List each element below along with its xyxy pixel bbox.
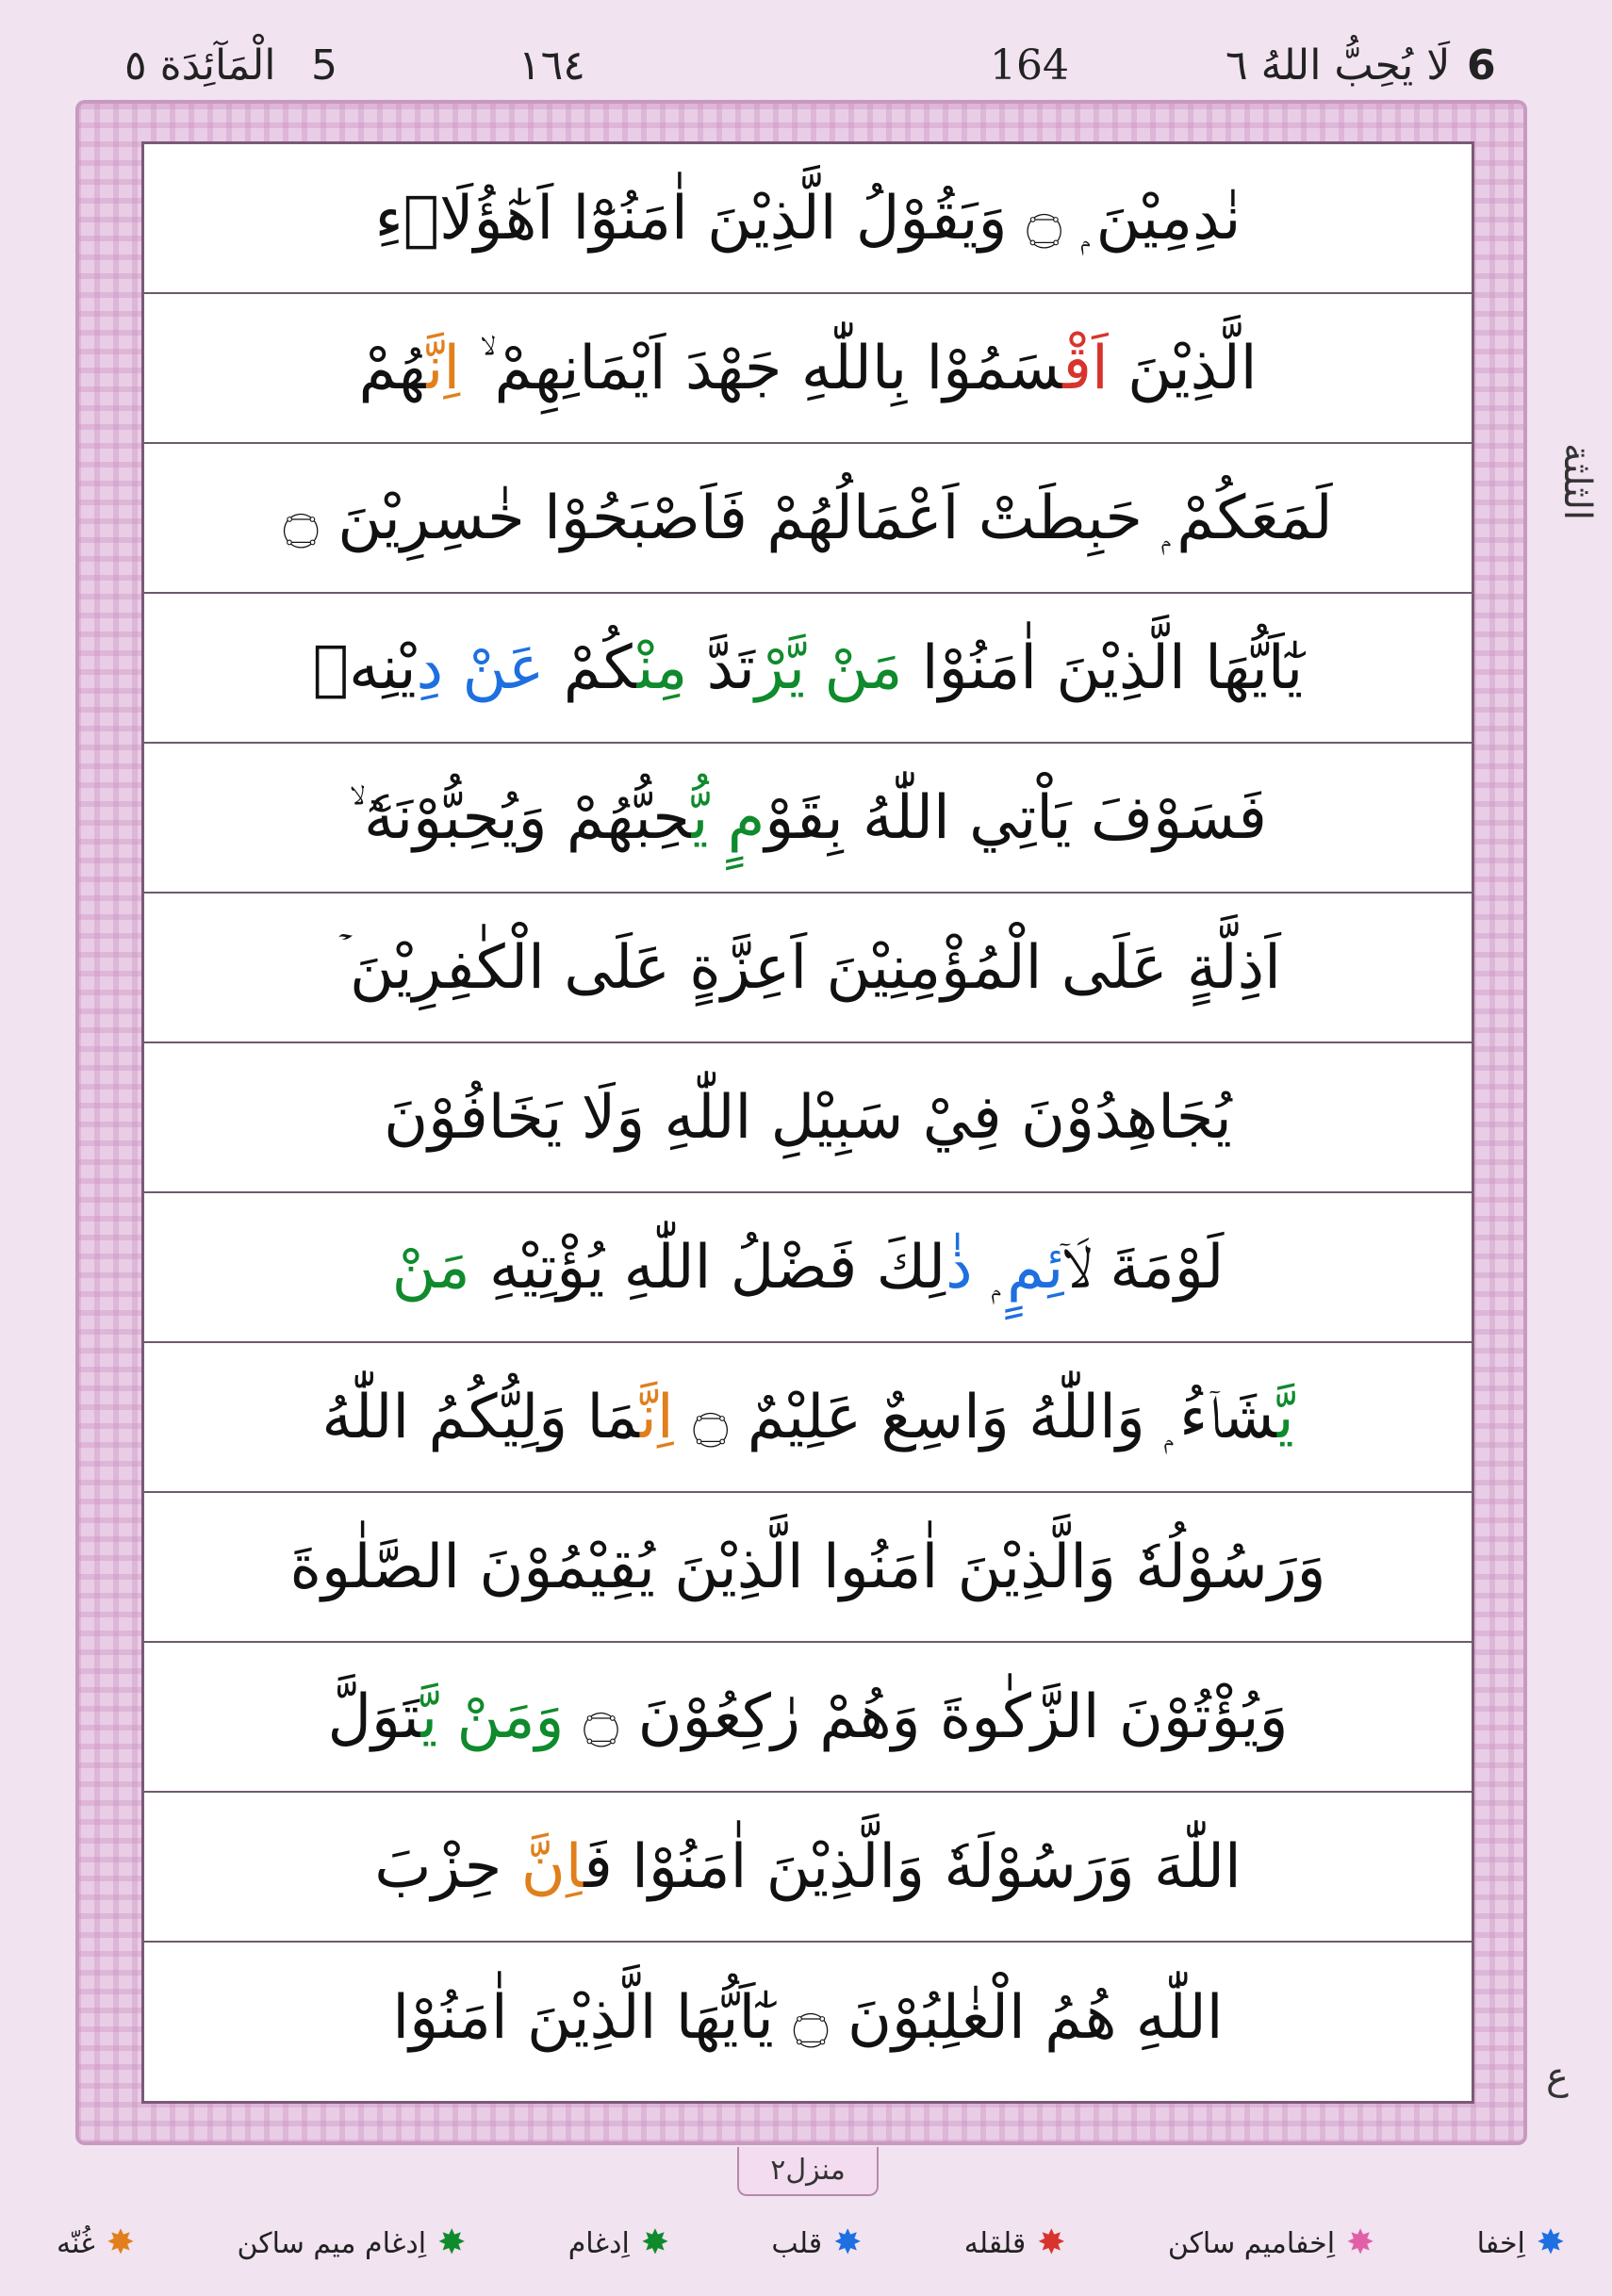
verse-segment: ئِمٍ [1006, 1232, 1064, 1303]
star-icon: ✸ [640, 2223, 669, 2262]
surah-number: 5 [311, 41, 337, 90]
verse-segment: مِنْ [636, 632, 688, 703]
verse-segment: وَرَسُوْلُهٗ وَالَّذِيْنَ اٰمَنُوا الَّذِيْنَ يُقِيْمُوْنَ الصَّلٰوةَ [289, 1532, 1326, 1602]
verse-segment: مَنْ [391, 1232, 470, 1303]
legend-item [57, 2223, 136, 2262]
page-number-arabic: ١٦٤ [518, 41, 585, 90]
verse-line-text [392, 1980, 1223, 2056]
verse-segment: لَمَعَكُمْ ۭ حَبِطَتْ اَعْمَالُهُمْ فَاَصْبَحُوْا خٰسِرِيْنَ ۝ [283, 483, 1333, 553]
tajweed-legend [57, 2215, 1565, 2271]
verse-segment: يَّ [1276, 1382, 1294, 1452]
legend-item [237, 2223, 467, 2262]
verse-segment: اللّٰهِ هُمُ الْغٰلِبُوْنَ ۝ يٰٓاَيُّهَا الَّذِيْنَ اٰمَنُوْا [392, 1982, 1224, 2053]
verse-segment: هُمْ [358, 333, 427, 403]
verse-line [144, 744, 1472, 894]
star-icon: ✸ [1536, 2223, 1565, 2262]
verse-line-text [289, 1530, 1325, 1605]
verse-line [144, 1943, 1472, 2092]
verse-segment: سَمُوْا بِاللّٰهِ جَهْدَ اَيْمَانِهِمْ ۙ [460, 333, 1063, 403]
verse-segment: تَوَلَّ [327, 1681, 421, 1752]
surah-name: الْمَآئِدَة ٥ [124, 41, 276, 90]
verse-line-text [358, 331, 1257, 406]
verse-segment: عَنْ دِ [416, 632, 545, 703]
verse-line-text [313, 631, 1303, 706]
verse-segment: وَمَنْ يَّ [420, 1681, 565, 1752]
verse-segment: شَاۤءُ ۭ وَاللّٰهُ وَاسِعٌ عَلِيْمٌ ۝ [673, 1382, 1277, 1452]
verse-segment: فَسَوْفَ يَاْتِي اللّٰهُ بِقَوْ [765, 782, 1267, 853]
verse-line-text [327, 1680, 1288, 1755]
verse-line [144, 1493, 1472, 1643]
verse-line [144, 1643, 1472, 1793]
verse-segment: الَّذِيْنَ [1108, 333, 1258, 403]
para-number: 6 [1467, 41, 1496, 90]
verse-segment: يْنِهٖ [312, 632, 417, 703]
page-header [0, 0, 1612, 104]
verse-line-text [283, 481, 1332, 556]
verse-line-text [349, 780, 1267, 856]
legend-label: غُنّه [57, 2226, 95, 2260]
verse-line [144, 594, 1472, 744]
verse-segment: وَيُؤْتُوْنَ الزَّكٰوةَ وَهُمْ رٰكِعُوْنَ ۝ [564, 1681, 1289, 1752]
verse-segment: مٍ يُّ [691, 782, 765, 853]
verse-line [144, 144, 1472, 294]
verse-line [144, 294, 1472, 444]
verse-segment: ذٰ [946, 1232, 973, 1303]
verse-segment: اَقْ [1062, 333, 1109, 403]
verse-line-text [392, 1230, 1225, 1305]
verse-segment: حِزْبَ [374, 1831, 521, 1902]
verse-segment: ۭ [972, 1232, 1007, 1303]
verse-segment: كُمْ [544, 632, 637, 703]
star-icon: ✸ [106, 2223, 136, 2262]
verse-line-text [374, 1829, 1242, 1905]
verse-segment: لِكَ فَضْلُ اللّٰهِ يُؤْتِيْهِ [469, 1232, 946, 1303]
page-number: 164 [990, 41, 1069, 90]
side-section-label: الثلثة [1555, 443, 1599, 521]
ruku-mark: ع [1546, 2055, 1569, 2098]
star-icon: ✸ [1346, 2223, 1375, 2262]
verse-line-text [335, 930, 1281, 1006]
star-icon: ✸ [1037, 2223, 1066, 2262]
legend-label: قلقله [963, 2226, 1027, 2260]
verse-segment: اِنَّ [426, 333, 461, 403]
legend-label: اِدغام [567, 2226, 630, 2260]
legend-label: اِخفا [1476, 2226, 1525, 2260]
verse-line [144, 894, 1472, 1043]
verse-segment: يُجَاهِدُوْنَ فِيْ سَبِيْلِ اللّٰهِ وَلَا يَخَافُوْنَ [384, 1082, 1232, 1153]
star-icon: ✸ [437, 2223, 467, 2262]
verse-segment: اِنَّ [640, 1382, 674, 1452]
verse-segment: اِنَّ [520, 1831, 584, 1902]
verse-segment: نٰدِمِيْنَ ۭ ۝ وَيَقُوْلُ الَّذِيْنَ اٰمَنُوْٓا اَهٰٓؤُلَاۤءِ [374, 183, 1242, 254]
legend-item [771, 2223, 863, 2262]
star-icon: ✸ [833, 2223, 863, 2262]
legend-item [963, 2223, 1066, 2262]
legend-label: اِخفامیم ساکن [1167, 2226, 1336, 2260]
verse-line [144, 1193, 1472, 1343]
verse-segment: اَذِلَّةٍ عَلَى الْمُؤْمِنِيْنَ اَعِزَّةٍ عَلَى الْكٰفِرِيْنَ ۡ [335, 932, 1281, 1003]
verse-segment: حِبُّهُمْ وَيُحِبُّوْنَهٗٓ ۙ [349, 782, 692, 853]
verse-segment: اللّٰهَ وَرَسُوْلَهٗ وَالَّذِيْنَ اٰمَنُوْا فَ [584, 1831, 1242, 1902]
verse-segment: تَدَّ [687, 632, 755, 703]
verse-segment: مَنْ يَّرْ [754, 632, 903, 703]
verse-line [144, 1793, 1472, 1943]
text-page [141, 141, 1474, 2104]
manzil-tab: منزل٢ [737, 2147, 879, 2196]
legend-item [567, 2223, 669, 2262]
legend-label: قلب [771, 2226, 823, 2260]
verse-line-text [384, 1080, 1232, 1156]
verse-line [144, 1043, 1472, 1193]
legend-item [1167, 2223, 1375, 2262]
legend-item [1476, 2223, 1565, 2262]
verse-line [144, 444, 1472, 594]
para-name: لَا يُحِبُّ اللهُ ٦ [1225, 41, 1451, 90]
verse-line-text [321, 1380, 1293, 1455]
verse-segment: يٰٓاَيُّهَا الَّذِيْنَ اٰمَنُوْا [902, 632, 1304, 703]
verse-line-text [375, 181, 1242, 256]
verse-line [144, 1343, 1472, 1493]
legend-label: اِدغام میم ساکن [237, 2226, 427, 2260]
verse-segment: لَوْمَةَ لَاۤ [1063, 1232, 1225, 1303]
verse-segment: مَا وَلِيُّكُمُ اللّٰهُ [321, 1382, 641, 1452]
